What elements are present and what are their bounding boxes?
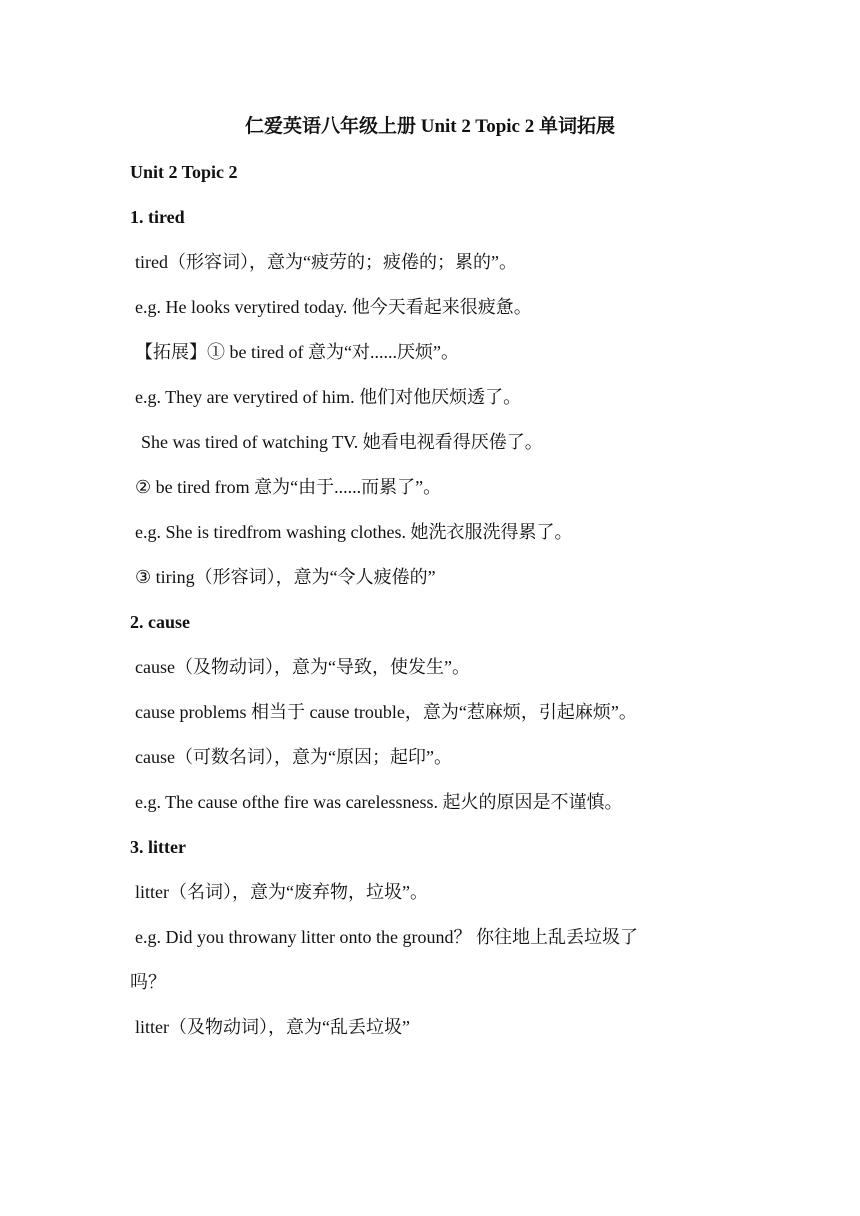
example-line: e.g. He looks verytired today. 他今天看起来很疲惫。 [135, 297, 532, 317]
example-line: e.g. Did you throwany litter onto the ground？ 你往地上乱丢垃圾了 [135, 927, 638, 947]
section-subtitle: Unit 2 Topic 2 [130, 162, 238, 182]
text-line: litter（及物动词），意为“乱丢垃圾” [135, 1017, 410, 1037]
heading-tired: 1. tired [130, 207, 185, 227]
text-line: cause（及物动词），意为“导致，使发生”。 [135, 657, 470, 677]
extension-line: 【拓展】① be tired of 意为“对......厌烦”。 [135, 342, 459, 362]
document-title: 仁爱英语八年级上册 Unit 2 Topic 2 单词拓展 [244, 116, 615, 137]
example-line: She was tired of watching TV. 她看电视看得厌倦了。 [141, 432, 543, 452]
text-line: tired（形容词），意为“疲劳的；疲倦的；累的”。 [135, 252, 517, 272]
heading-cause: 2. cause [130, 612, 190, 632]
text-line: litter（名词），意为“废弃物，垃圾”。 [135, 882, 428, 902]
example-line-continuation: 吗？ [130, 972, 166, 992]
heading-litter: 3. litter [130, 837, 186, 857]
example-line: e.g. The cause ofthe fire was carelessness. 起火的原因是不谨慎。 [135, 792, 623, 812]
extension-line: ③ tiring（形容词），意为“令人疲倦的” [135, 567, 436, 587]
text-line: cause（可数名词），意为“原因；起印”。 [135, 747, 452, 767]
text-line: cause problems 相当于 cause trouble，意为“惹麻烦，引起麻烦”。 [135, 702, 637, 722]
example-line: e.g. They are verytired of him. 他们对他厌烦透了。 [135, 387, 522, 407]
extension-line: ② be tired from 意为“由于......而累了”。 [135, 477, 442, 497]
example-line: e.g. She is tiredfrom washing clothes. 她洗衣服洗得累了。 [135, 522, 573, 542]
